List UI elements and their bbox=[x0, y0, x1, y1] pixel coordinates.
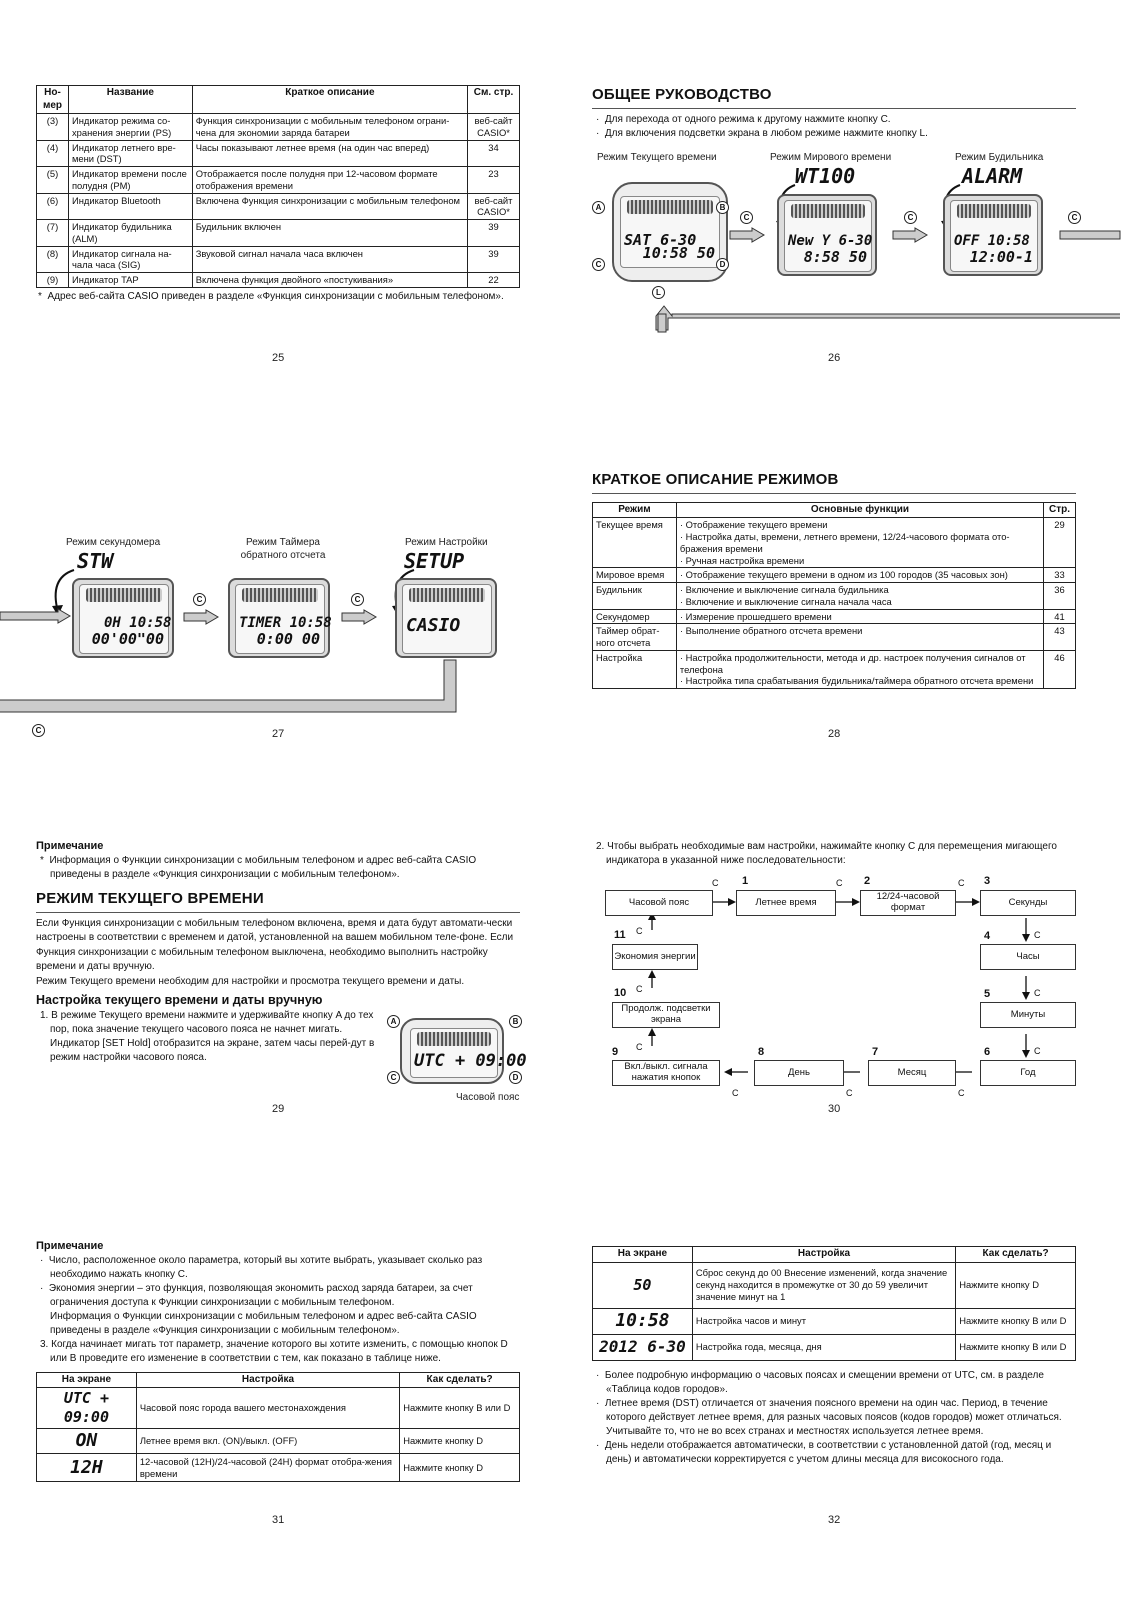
function-item: · Настройка типа срабатывания будильника/таймера обратного отсчета времени bbox=[679, 675, 1034, 687]
table-row: (7) Индикатор будильника (ALM) Будильник включен 39 bbox=[37, 220, 520, 247]
indicator-table bbox=[36, 85, 520, 288]
screen-caption: Часовой пояс bbox=[456, 1092, 520, 1103]
function-item: · Включение и выключение сигнала начала часа bbox=[679, 595, 892, 607]
seq-box-seconds: Секунды bbox=[980, 890, 1076, 916]
settings-table bbox=[36, 1372, 520, 1483]
button-b[interactable]: B bbox=[509, 1015, 522, 1028]
function-item: · Выполнение обратного отсчета времени bbox=[679, 625, 863, 637]
seq-box-hour-format: 12/24-часовой формат bbox=[860, 890, 956, 916]
seq-box-month: Месяц bbox=[868, 1060, 956, 1086]
arrow-right-icon bbox=[184, 610, 218, 624]
mode-name: ALARM bbox=[962, 164, 1023, 188]
c-label: C bbox=[1034, 1046, 1041, 1056]
c-label: C bbox=[1034, 930, 1041, 940]
table-row: 12H 12-часовой (12H)/24-часовой (24H) формат отобра-жения времени Нажмите кнопку D bbox=[37, 1454, 520, 1482]
table-row: (9) Индикатор TAP Включена функция двойного «постукивания» 22 bbox=[37, 273, 520, 288]
bullet: · Экономия энергии – это функция, позволяющая экономить расход заряда батареи, за счет ограничения доступа к Функции синхронизации с мобильным телефоном. bbox=[40, 1282, 473, 1308]
mode-label: Режим секундомера bbox=[66, 537, 161, 548]
page-30 bbox=[592, 840, 1082, 868]
seq-box-year: Год bbox=[980, 1060, 1076, 1086]
watch-display bbox=[784, 200, 872, 272]
watch-current-time bbox=[612, 182, 728, 282]
c-button-icon: C bbox=[193, 593, 206, 606]
display-line-1: 0H 10:58 bbox=[104, 615, 172, 631]
seq-box-timezone: Часовой пояс bbox=[605, 890, 713, 916]
display-line-1: CASIO bbox=[406, 615, 461, 636]
table-row: UTC + 09:00 Часовой пояс города вашего местонахождения Нажмите кнопку B или D bbox=[37, 1388, 520, 1429]
indicator-band bbox=[409, 588, 485, 602]
page-number: 26 bbox=[828, 352, 841, 364]
table-row: Мировое время · Отображение текущего времени в одном из 100 городов (35 часовых зон) 33 bbox=[593, 568, 1076, 583]
table-row: (8) Индикатор сигнала на-чала часа (SIG) Звуковой сигнал начала часа включен 39 bbox=[37, 246, 520, 273]
seq-number: 6 bbox=[984, 1046, 991, 1058]
bullet: · Для перехода от одного режима к другому нажмите кнопку C. bbox=[596, 113, 891, 125]
paragraph: Если Функция синхронизации с мобильным телефоном включена, время и дата будут автомати-чески настроены в соответствии с временем и датой, установленной на вашем мобильном теле-фоне. Если Функция синхронизации с мобильным телефоном выключена, необходимо выполнить настройку времени и даты вручную. bbox=[36, 917, 514, 972]
arrow-right-icon bbox=[893, 228, 927, 242]
info-text: Информация о Функции синхронизации с мобильным телефоном и адрес веб-сайта CASIO приведены в разделе «Функция синхронизации с мобильным телефоном». bbox=[50, 1310, 477, 1336]
step-3: 3. Когда начинает мигать тот параметр, значение которого вы хотите изменить, с помощью кнопок D или B проведите его изменение в соответствии с тем, как показано в таблице ниже. bbox=[40, 1338, 508, 1364]
function-item: · Отображение текущего времени bbox=[679, 519, 828, 531]
arrow-right-icon bbox=[0, 609, 70, 623]
watch-alarm bbox=[943, 194, 1043, 276]
page-32 bbox=[592, 1246, 1076, 1467]
display-line-1: UTC + 09:00 bbox=[414, 1051, 527, 1071]
bullet: · Летнее время (DST) отличается от значения поясного времени на один час. Период, в течение которого действует летнее время, для разных часовых поясов (кодов городов) может отличаться. Учитывайте то, что не во всех странах и местностях используется летнее время. bbox=[596, 1397, 1062, 1437]
c-button-icon: C bbox=[351, 593, 364, 606]
watch-timer bbox=[228, 578, 330, 658]
function-item: · Включение и выключение сигнала будильника bbox=[679, 584, 889, 595]
table-row: (6) Индикатор Bluetooth Включена Функция синхронизации с мобильным телефоном веб-сайт CASIO* bbox=[37, 193, 520, 220]
c-label: C bbox=[636, 926, 643, 936]
button-b[interactable]: B bbox=[716, 201, 729, 214]
table-row: Секундомер · Измерение прошедшего времени 41 bbox=[593, 609, 1076, 624]
return-arrow-icon bbox=[0, 660, 460, 716]
seq-box-day: День bbox=[754, 1060, 844, 1086]
seq-number: 8 bbox=[758, 1046, 765, 1058]
button-c[interactable]: C bbox=[387, 1071, 400, 1084]
indicator-band bbox=[791, 204, 865, 218]
bullet: · День недели отображается автоматически, в соответствии с установленной датой (год, месяц и день) и автоматически корректируется с учетом длины месяца для високосного года. bbox=[596, 1439, 1052, 1465]
table-row: (5) Индикатор времени после полудня (PM) Отображается после полудня при 12-часовом формате отображения времени 23 bbox=[37, 167, 520, 194]
c-label: C bbox=[712, 878, 719, 888]
seq-number: 7 bbox=[872, 1046, 879, 1058]
c-button-icon: C bbox=[32, 724, 45, 737]
subsection-title: Настройка текущего времени и даты вручную bbox=[36, 993, 323, 1007]
bullet: · Число, расположенное около параметра, который вы хотите выбрать, указывает сколько раз необходимо нажать кнопку C. bbox=[40, 1254, 483, 1280]
display-line-2: 10:58 50 bbox=[642, 244, 715, 263]
bullet: · Более подробную информацию о часовых поясах и смещении времени от UTC, см. в разделе «Таблица кодов городов». bbox=[596, 1369, 1044, 1395]
indicator-band bbox=[957, 204, 1031, 218]
seq-box-key-tone: Вкл./выкл. сигнала нажатия кнопок bbox=[612, 1060, 720, 1086]
watch-display bbox=[410, 1028, 527, 1078]
settings-table bbox=[592, 1246, 1076, 1361]
bullet: · Для включения подсветки экрана в любом режиме нажмите кнопку L. bbox=[596, 127, 928, 139]
mode-name: STW bbox=[77, 549, 114, 573]
page-number: 32 bbox=[828, 1514, 841, 1526]
seq-box-backlight: Продолж. подсветки экрана bbox=[612, 1002, 720, 1028]
section-title: РЕЖИМ ТЕКУЩЕГО ВРЕМЕНИ bbox=[36, 890, 520, 913]
page-28 bbox=[592, 471, 1076, 689]
button-d[interactable]: D bbox=[716, 258, 729, 271]
table-row: (4) Индикатор летнего вре-мени (DST) Часы показывают летнее время (на один час вперед) 34 bbox=[37, 140, 520, 167]
seq-box-hours: Часы bbox=[980, 944, 1076, 970]
button-l[interactable]: L bbox=[652, 286, 665, 299]
c-label: C bbox=[732, 1088, 739, 1098]
function-item: · Настройка даты, времени, летнего времени, 12/24-часового формата ото-бражения времени bbox=[679, 531, 1010, 554]
seq-box-minutes: Минуты bbox=[980, 1002, 1076, 1028]
watch-setup bbox=[395, 578, 497, 658]
function-item: · Измерение прошедшего времени bbox=[679, 610, 832, 622]
indicator-band bbox=[417, 1032, 491, 1046]
seq-number: 5 bbox=[984, 988, 991, 1000]
display-line-1: New Y 6-30 bbox=[788, 233, 873, 249]
mode-label: Режим Мирового времени bbox=[770, 152, 892, 163]
seq-number: 11 bbox=[614, 929, 626, 941]
page-number: 27 bbox=[272, 728, 285, 740]
button-d[interactable]: D bbox=[509, 1071, 522, 1084]
c-button-icon: C bbox=[1068, 211, 1081, 224]
section-title: ОБЩЕЕ РУКОВОДСТВО bbox=[592, 86, 1076, 109]
paragraph: Режим Текущего времени необходим для настройки и просмотра текущего времени и даты. bbox=[36, 975, 465, 987]
page-number: 25 bbox=[272, 352, 285, 364]
watch-display bbox=[950, 200, 1038, 272]
page-number: 31 bbox=[272, 1514, 285, 1526]
page-number: 28 bbox=[828, 728, 841, 740]
display-line-2: 0:00 00 bbox=[256, 630, 320, 649]
arrow-right-icon bbox=[342, 610, 376, 624]
table-row: Настройка · Настройка продолжительности, метода и др. настроек получения сигналов от телефона · Настройка типа срабатывания будильника/таймера обратного отсчета времени 46 bbox=[593, 650, 1076, 688]
note-title: Примечание bbox=[36, 840, 104, 852]
c-label: C bbox=[958, 878, 965, 888]
c-button-icon: C bbox=[740, 211, 753, 224]
table-header: На экране Настройка Как сделать? bbox=[593, 1247, 1076, 1263]
display-line-1: SAT 6-30 bbox=[624, 231, 697, 249]
seq-number: 3 bbox=[984, 875, 991, 887]
watch-display bbox=[235, 584, 332, 654]
arrow-right-icon bbox=[730, 228, 764, 242]
c-label: C bbox=[1034, 988, 1041, 998]
watch-timezone bbox=[400, 1018, 527, 1084]
watch-display bbox=[79, 584, 172, 654]
step-2: 2. Чтобы выбрать необходимые вам настройки, нажимайте кнопку C для перемещения мигающего индикатора в указанной ниже последовательности: bbox=[596, 841, 1057, 866]
display-line-2: 12:00-1 bbox=[969, 248, 1033, 267]
function-item: · Ручная настройка времени bbox=[679, 554, 805, 566]
seq-box-power-saving: Экономия энергии bbox=[612, 944, 698, 970]
button-a[interactable]: A bbox=[592, 201, 605, 214]
table-row: 10:58 Настройка часов и минут Нажмите кнопку B или D bbox=[593, 1308, 1076, 1334]
display-line-1: OFF 10:58 bbox=[954, 233, 1030, 249]
c-button-icon: C bbox=[904, 211, 917, 224]
mode-name: WT100 bbox=[795, 164, 856, 188]
note-title: Примечание bbox=[36, 1240, 104, 1252]
seq-number: 4 bbox=[984, 930, 991, 942]
watch-display bbox=[620, 196, 720, 268]
display-line-1: TIMER 10:58 bbox=[239, 615, 332, 631]
section-title: КРАТКОЕ ОПИСАНИЕ РЕЖИМОВ bbox=[592, 471, 1076, 494]
c-label: C bbox=[636, 984, 643, 994]
table-header: На экране Настройка Как сделать? bbox=[37, 1372, 520, 1388]
watch-world-time bbox=[777, 194, 877, 276]
function-item: · Настройка продолжительности, метода и др. настроек получения сигналов от телефона bbox=[679, 651, 1026, 675]
seq-number: 10 bbox=[614, 987, 627, 999]
button-c[interactable]: C bbox=[592, 258, 605, 271]
display-line-2: 00'00"00 bbox=[91, 630, 164, 649]
seq-number: 1 bbox=[742, 875, 749, 887]
table-row: Текущее время · Отображение текущего времени · Настройка даты, времени, летнего времени, 12/24-часового формата ото-бражения времени · Ручная настройка времени 29 bbox=[593, 518, 1076, 568]
function-item: · Отображение текущего времени в одном из 100 городов (35 часовых зон) bbox=[679, 569, 1008, 581]
seq-box-dst: Летнее время bbox=[736, 890, 836, 916]
return-arrow-icon bbox=[650, 302, 1120, 332]
seq-number: 9 bbox=[612, 1046, 619, 1058]
footnote: * Адрес веб-сайта CASIO приведен в разделе «Функция синхронизации с мобильным телефоном». bbox=[38, 290, 504, 302]
c-label: C bbox=[836, 878, 843, 888]
mode-label: Режим Настройки bbox=[405, 537, 488, 548]
watch-display bbox=[402, 584, 492, 654]
c-label: C bbox=[958, 1088, 965, 1098]
page-number: 29 bbox=[272, 1103, 285, 1115]
mode-name: SETUP bbox=[404, 549, 465, 573]
table-header: Но-мер Название Краткое описание См. стр. bbox=[37, 86, 520, 114]
arrow-right-icon bbox=[1060, 228, 1120, 242]
page-25 bbox=[36, 85, 520, 303]
mode-label: Режим Таймера обратного отсчета bbox=[240, 537, 326, 561]
c-label: C bbox=[636, 1042, 643, 1052]
display-line-2: 8:58 50 bbox=[803, 248, 867, 267]
indicator-band bbox=[627, 200, 713, 214]
note-text: * Информация о Функции синхронизации с мобильным телефоном и адрес веб-сайта CASIO приведены в разделе «Функция синхронизации с мобильным телефоном». bbox=[40, 854, 477, 880]
mode-label: Режим Будильника bbox=[955, 152, 1044, 163]
page-26 bbox=[592, 86, 1076, 141]
table-row: 50 Сброс секунд до 00 Внесение изменений, когда значение секунд находится в промежутке от 30 до 59 увеличит значение минут на 1 Нажмите кнопку D bbox=[593, 1262, 1076, 1308]
table-row: ON Летнее время вкл. (ON)/выкл. (OFF) Нажмите кнопку D bbox=[37, 1428, 520, 1454]
page-number: 30 bbox=[828, 1103, 841, 1115]
modes-table bbox=[592, 502, 1076, 689]
table-header: Режим Основные функции Стр. bbox=[593, 502, 1076, 518]
mode-label: Режим Текущего времени bbox=[597, 152, 717, 163]
table-row: Будильник · Включение и выключение сигнала будильника · Включение и выключение сигнала начала часа 36 bbox=[593, 583, 1076, 610]
seq-number: 2 bbox=[864, 875, 871, 887]
indicator-band bbox=[86, 588, 162, 602]
table-row: Таймер обрат-ного отсчета · Выполнение обратного отсчета времени 43 bbox=[593, 624, 1076, 651]
indicator-band bbox=[242, 588, 318, 602]
button-a[interactable]: A bbox=[387, 1015, 400, 1028]
step-1: 1. В режиме Текущего времени нажмите и удерживайте кнопку A до тех пор, пока значение текущего часового пояса не начнет мигать. Индикатор [SET Hold] отобразится на экране, затем часы перей-дут в режим настройки часового пояса. bbox=[40, 1009, 375, 1063]
c-label: C bbox=[846, 1088, 853, 1098]
table-row: 2012 6-30 Настройка года, месяца, дня Нажмите кнопку B или D bbox=[593, 1334, 1076, 1360]
watch-stopwatch bbox=[72, 578, 174, 658]
table-row: (3) Индикатор режима со-хранения энергии (PS) Функция синхронизации с мобильным телефоном ограни-чена для экономии заряда батареи веб-сайт CASIO* bbox=[37, 114, 520, 141]
page-31 bbox=[36, 1240, 520, 1482]
